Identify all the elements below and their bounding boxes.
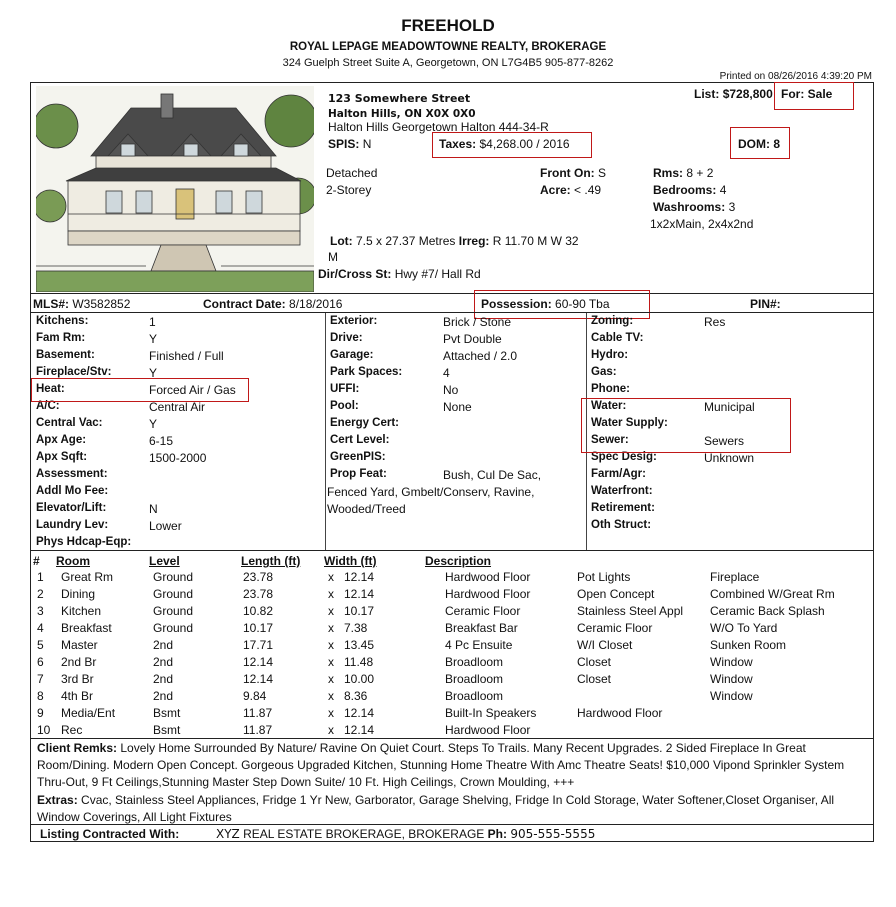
room-5-d1: 4 Pc Ensuite (445, 638, 513, 652)
room-6-d3: Window (710, 655, 753, 669)
listing-label: Listing Contracted With: (40, 827, 180, 841)
property-type: Detached (326, 166, 378, 180)
col1-value-12: Lower (149, 519, 182, 533)
extras-text: Cvac, Stainless Steel Appliances, Fridge 1 Yr New, Garborator, Garage Shelving, Fridge In Cold Storage, Water Softener,Closet Organiser, All Window Coverings, All Light Fixtures (37, 793, 835, 824)
col1-value-1: Y (149, 332, 158, 346)
mls-label: MLS#: (33, 297, 69, 311)
irreg-label: Irreg: (458, 234, 490, 248)
lot-field (330, 234, 579, 248)
col3-label-2: Hydro: (591, 349, 629, 361)
col1-label-4: Heat: (36, 383, 65, 395)
rooms-header-width: Width (ft) (324, 554, 377, 568)
room-5-room: Master (61, 638, 98, 652)
col1-label-3: Fireplace/Stv: (36, 366, 112, 378)
col2-value-5: None (443, 400, 472, 414)
room-6-n: 6 (37, 655, 44, 669)
room-1-level: Ground (153, 570, 194, 584)
col3-label-3: Gas: (591, 366, 617, 378)
rms-value: 8 + 2 (686, 166, 714, 180)
col1-label-2: Basement: (36, 349, 95, 361)
room-4-d2: Ceramic Floor (577, 621, 653, 635)
col1-label-8: Apx Sqft: (36, 451, 88, 463)
room-1-n: 1 (37, 570, 44, 584)
room-4-d3: W/O To Yard (710, 621, 778, 635)
for-highlight (774, 82, 854, 110)
listing-phone: 905-555-5555 (510, 827, 596, 841)
col1-value-3: Y (149, 366, 158, 380)
listing-brokerage (216, 827, 595, 841)
col1-label-0: Kitchens: (36, 315, 89, 327)
room-7-n: 7 (37, 672, 44, 686)
col2-value-1: Pvt Double (443, 332, 502, 346)
rooms-header-level: Level (149, 554, 180, 568)
brokerage-address: 324 Guelph Street Suite A, Georgetown, ON L7G4B5 905-877-8262 (282, 57, 614, 69)
col1-label-7: Apx Age: (36, 434, 87, 446)
room-3-n: 3 (37, 604, 44, 618)
room-3-d2: Stainless Steel Appl (577, 604, 684, 618)
col1-label-6: Central Vac: (36, 417, 103, 429)
col2-value-4: No (443, 383, 459, 397)
acre-label: Acre: (540, 183, 571, 197)
acre-field (540, 183, 601, 197)
col2-label-4: UFFI: (330, 383, 360, 395)
property-street: 123 Somewhere Street (328, 92, 471, 105)
col2-label-2: Garage: (330, 349, 374, 361)
rooms-header-length: Length (ft) (241, 554, 301, 568)
spis-label: SPIS: (328, 137, 360, 151)
room-3-d3: Ceramic Back Splash (710, 604, 825, 618)
room-1-d1: Hardwood Floor (445, 570, 531, 584)
for-label: For: (781, 87, 805, 101)
room-10-room: Rec (61, 723, 83, 737)
col3-label-11: Retirement: (591, 502, 655, 514)
room-8-len: 9.84 (243, 689, 267, 703)
col3-label-7: Sewer: (591, 434, 629, 446)
room-7-x: x (328, 672, 334, 686)
prop-feat-continued-2: Wooded/Treed (327, 502, 406, 516)
col3-label-8: Spec Desig: (591, 451, 657, 463)
room-6-wid: 11.48 (344, 655, 374, 669)
room-3-d1: Ceramic Floor (445, 604, 521, 618)
room-4-wid: 7.38 (344, 621, 368, 635)
room-9-n: 9 (37, 706, 44, 720)
front-on-label: Front On: (540, 166, 595, 180)
extras-label: Extras: (37, 793, 78, 807)
room-10-len: 11.87 (243, 723, 273, 737)
room-4-level: Ground (153, 621, 194, 635)
col1-label-1: Fam Rm: (36, 332, 86, 344)
col1-value-11: N (149, 502, 158, 516)
room-4-x: x (328, 621, 334, 635)
divider-mls (30, 312, 874, 313)
listing-brokerage-prefix: XYZ (216, 827, 240, 841)
col3-value-8: Unknown (704, 451, 755, 465)
room-2-d2: Open Concept (577, 587, 655, 601)
col3-label-1: Cable TV: (591, 332, 644, 344)
printed-timestamp: Printed on 08/26/2016 4:39:20 PM (719, 71, 872, 82)
room-6-len: 12.14 (243, 655, 274, 669)
front-on-value: S (598, 166, 607, 180)
spis-value: N (362, 137, 372, 151)
room-4-room: Breakfast (61, 621, 112, 635)
heat-highlight (31, 378, 249, 402)
rooms-header-num: # (33, 554, 40, 568)
room-8-n: 8 (37, 689, 44, 703)
cross-value: Hwy #7/ Hall Rd (394, 267, 481, 281)
room-5-wid: 13.45 (344, 638, 375, 652)
room-10-x: x (328, 723, 334, 737)
room-2-d3: Combined W/Great Rm (710, 587, 835, 601)
room-8-d3: Window (710, 689, 753, 703)
front-on-field (540, 166, 606, 180)
bedrooms-label: Bedrooms: (653, 183, 717, 197)
room-9-d2: Hardwood Floor (577, 706, 663, 720)
taxes-highlight (432, 132, 592, 158)
col2-label-9: Prop Feat: (330, 468, 387, 480)
room-3-wid: 10.17 (344, 604, 375, 618)
col2-label-8: GreenPIS: (330, 451, 386, 463)
room-5-level: 2nd (153, 638, 174, 652)
room-6-level: 2nd (153, 655, 174, 669)
room-2-level: Ground (153, 587, 194, 601)
taxes-value: $4,268.00 / 2016 (479, 137, 570, 151)
bedrooms-field (653, 183, 726, 197)
bedrooms-value: 4 (719, 183, 727, 197)
rooms-header-description: Description (425, 554, 492, 568)
property-style: 2-Storey (326, 183, 372, 197)
col1-label-12: Laundry Lev: (36, 519, 109, 531)
pin-label: PIN#: (750, 297, 781, 311)
cross-label: Dir/Cross St: (318, 267, 392, 281)
for-value: Sale (807, 87, 833, 101)
col1-value-4: Forced Air / Gas (149, 383, 236, 397)
room-3-len: 10.82 (243, 604, 274, 618)
col1-value-0: 1 (149, 315, 156, 329)
listing-ph-label: Ph: (487, 827, 507, 841)
mls-field (33, 297, 130, 311)
room-5-d2: W/I Closet (577, 638, 633, 652)
listing-brokerage-name: REAL ESTATE BROKERAGE, BROKERAGE (243, 827, 485, 841)
room-2-len: 23.78 (243, 587, 274, 601)
col2-value-3: 4 (443, 366, 450, 380)
contract-date-field (203, 297, 342, 311)
col3-label-10: Waterfront: (591, 485, 653, 497)
washrooms-detail: 1x2xMain, 2x4x2nd (650, 217, 754, 231)
room-8-x: x (328, 689, 334, 703)
room-1-d3: Fireplace (710, 570, 760, 584)
room-1-wid: 12.14 (344, 570, 375, 584)
rooms-header-room: Room (56, 554, 90, 568)
col3-label-9: Farm/Agr: (591, 468, 646, 480)
col2-value-2: Attached / 2.0 (443, 349, 518, 363)
col2-label-6: Energy Cert: (330, 417, 400, 429)
room-8-level: 2nd (153, 689, 174, 703)
room-4-n: 4 (37, 621, 44, 635)
col2-label-0: Exterior: (330, 315, 378, 327)
col1-label-5: A/C: (36, 400, 60, 412)
room-8-d1: Broadloom (445, 689, 504, 703)
water-sewer-highlight (581, 398, 791, 453)
prop-feat-continued-1: Fenced Yard, Gmbelt/Conserv, Ravine, (327, 485, 535, 499)
room-9-level: Bsmt (153, 706, 181, 720)
col3-label-0: Zoning: (591, 315, 634, 327)
room-10-n: 10 (37, 723, 51, 737)
room-6-x: x (328, 655, 334, 669)
list-value: $728,800 (722, 87, 773, 101)
divider-top (30, 293, 874, 294)
col1-value-8: 1500-2000 (149, 451, 207, 465)
col3-label-4: Phone: (591, 383, 630, 395)
lot-value: 7.5 x 27.37 Metres (356, 234, 456, 248)
room-1-x: x (328, 570, 334, 584)
col3-label-6: Water Supply: (591, 417, 668, 429)
room-9-d1: Built-In Speakers (445, 706, 537, 720)
document-title: FREEHOLD (401, 16, 495, 35)
contract-label: Contract Date: (203, 297, 286, 311)
extras (37, 792, 873, 826)
room-4-len: 10.17 (243, 621, 274, 635)
room-9-x: x (328, 706, 334, 720)
col1-value-7: 6-15 (149, 434, 174, 448)
room-10-d1: Hardwood Floor (445, 723, 531, 737)
room-4-d1: Breakfast Bar (445, 621, 518, 635)
room-6-room: 2nd Br (61, 655, 97, 669)
room-8-wid: 8.36 (344, 689, 368, 703)
room-2-room: Dining (61, 587, 96, 601)
room-7-d2: Closet (577, 672, 612, 686)
dom-value: 8 (773, 137, 781, 151)
taxes-label: Taxes: (439, 137, 477, 151)
col2-label-7: Cert Level: (330, 434, 390, 446)
property-area: Halton Hills Georgetown Halton 444-34-R (328, 120, 549, 134)
client-remarks-label: Client Remks: (37, 741, 118, 755)
washrooms-value: 3 (728, 200, 736, 214)
room-7-len: 12.14 (243, 672, 274, 686)
room-2-wid: 12.14 (344, 587, 375, 601)
room-3-room: Kitchen (61, 604, 102, 618)
spis-field (328, 137, 371, 151)
possession-label: Possession: (481, 297, 552, 311)
col1-label-11: Elevator/Lift: (36, 502, 107, 514)
room-9-len: 11.87 (243, 706, 273, 720)
client-remarks (37, 740, 873, 791)
col3-label-5: Water: (591, 400, 627, 412)
col3-value-7: Sewers (704, 434, 745, 448)
dom-label: DOM: (738, 137, 770, 151)
divider-rooms (30, 550, 874, 551)
col2-label-1: Drive: (330, 332, 363, 344)
col1-value-2: Finished / Full (149, 349, 224, 363)
room-7-level: 2nd (153, 672, 174, 686)
room-5-len: 17.71 (243, 638, 274, 652)
room-5-d3: Sunken Room (710, 638, 787, 652)
col3-value-5: Municipal (704, 400, 755, 414)
cross-street-field (318, 267, 481, 281)
room-1-len: 23.78 (243, 570, 274, 584)
col1-value-6: Y (149, 417, 158, 431)
rooms-count-field (653, 166, 713, 180)
room-2-d1: Hardwood Floor (445, 587, 531, 601)
room-8-room: 4th Br (61, 689, 94, 703)
room-7-d1: Broadloom (445, 672, 504, 686)
room-9-wid: 12.14 (344, 706, 375, 720)
contract-value: 8/18/2016 (289, 297, 343, 311)
room-5-x: x (328, 638, 334, 652)
room-10-wid: 12.14 (344, 723, 375, 737)
room-2-x: x (328, 587, 334, 601)
column-divider-1 (325, 313, 326, 550)
irreg-continued: M (328, 250, 338, 264)
room-10-level: Bsmt (153, 723, 181, 737)
col1-label-10: Addl Mo Fee: (36, 485, 109, 497)
irreg-value: R 11.70 M W 32 (492, 234, 579, 248)
col2-label-3: Park Spaces: (330, 366, 403, 378)
room-3-level: Ground (153, 604, 194, 618)
col2-value-9: Bush, Cul De Sac, (443, 468, 542, 482)
room-6-d2: Closet (577, 655, 612, 669)
room-7-wid: 10.00 (344, 672, 375, 686)
washrooms-label: Washrooms: (653, 200, 726, 214)
room-2-n: 2 (37, 587, 44, 601)
client-remarks-text: Lovely Home Surrounded By Nature/ Ravine On Quiet Court. Steps To Trails. Many Recent Upgrades. 2 Sided Fireplace In Great Room/Dining. Modern Open Concept. Gorgeous Upgraded Kitchen, Stunning Home Theatre With Amc Theatre Seats! $10,000 Vipond Sprinkler System Thru-Out, 9 Ft Ceilings,Stunning Master Step Down Suite/ 10 Ft. High Ceilings, Crown Moulding, +++ (37, 741, 845, 789)
divider-listing (30, 824, 874, 825)
listing-contracted (40, 827, 179, 841)
brokerage-name: ROYAL LEPAGE MEADOWTOWNE REALTY, BROKERAGE (289, 41, 607, 53)
list-price (694, 87, 773, 101)
divider-remarks (30, 738, 874, 739)
col1-label-9: Assessment: (36, 468, 108, 480)
col2-value-0: Brick / Stone (443, 315, 512, 329)
room-9-room: Media/Ent (61, 706, 116, 720)
list-label: List: (694, 87, 720, 101)
house-photo (36, 86, 314, 292)
room-7-d3: Window (710, 672, 753, 686)
room-7-room: 3rd Br (61, 672, 94, 686)
property-city: Halton Hills, ON X0X 0X0 (328, 108, 476, 120)
col2-label-5: Pool: (330, 400, 359, 412)
acre-value: < .49 (574, 183, 602, 197)
dom-highlight (730, 127, 790, 159)
room-1-d2: Pot Lights (577, 570, 631, 584)
col1-value-5: Central Air (149, 400, 206, 414)
washrooms-field (653, 200, 735, 214)
col1-label-13: Phys Hdcap-Eqp: (36, 536, 132, 548)
rms-label: Rms: (653, 166, 684, 180)
col3-value-0: Res (704, 315, 726, 329)
mls-value: W3582852 (72, 297, 131, 311)
lot-label: Lot: (330, 234, 353, 248)
col3-label-12: Oth Struct: (591, 519, 652, 531)
room-5-n: 5 (37, 638, 44, 652)
room-3-x: x (328, 604, 334, 618)
room-1-room: Great Rm (61, 570, 114, 584)
possession-value: 60-90 Tba (555, 297, 610, 311)
room-6-d1: Broadloom (445, 655, 504, 669)
